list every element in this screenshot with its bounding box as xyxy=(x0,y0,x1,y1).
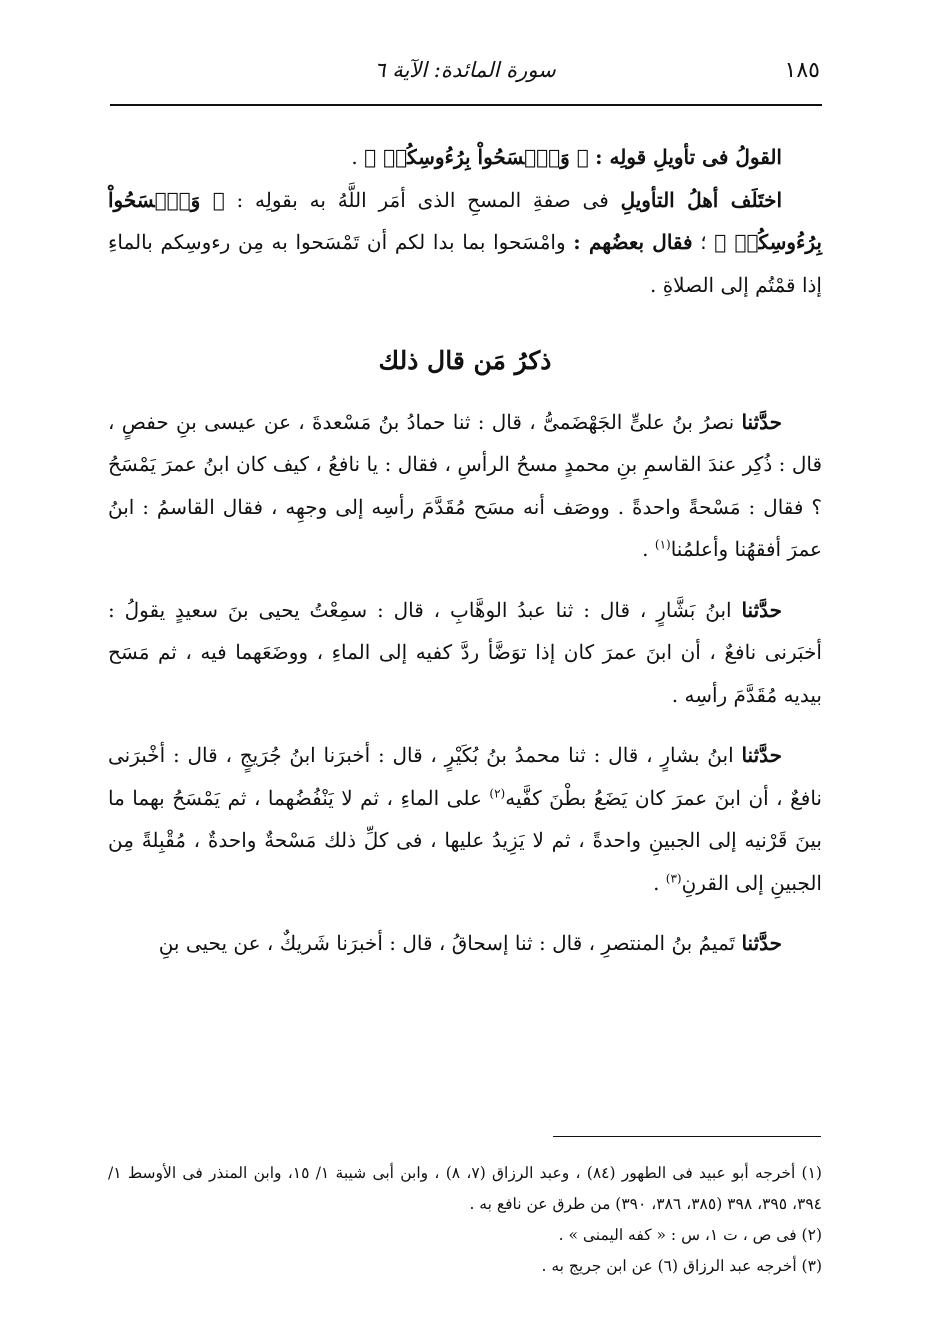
hadith-text: تَميمُ بنُ المنتصرِ ، قال : ثنا إسحاقُ ، قال : أخبرَنا شَريكٌ ، عن يحيى بنِ xyxy=(158,931,736,955)
footnote: (٢) فى ص ، ت ١، س : « كفه اليمنى » . xyxy=(558,1226,822,1244)
running-title: سورة المائدة: الآية ٦ xyxy=(374,58,556,82)
hadith-lead: حدَّثنا xyxy=(741,931,782,955)
hadith-text: ابنُ بشارٍ ، قال : ثنا محمدُ بنُ بُكَيْرٍ ، قال : أخبرَنا ابنُ جُرَيجٍ ، قال : أخْبرَنى نافعٌ ، أن ابنَ عمرَ كان يَضَعُ بطْنَ كفَّيه xyxy=(108,743,822,810)
section-verse: ﴿ وَٱمۡسَحُواْ بِرُءُوسِكُمۡ ﴾ xyxy=(364,145,589,169)
intro-verse: ﴿ وَٱمۡسَحُواْ بِرُءُوسِكُمۡ ﴾ xyxy=(108,187,822,254)
hadith-paragraph xyxy=(108,734,822,904)
intro-text-1: فى صفةِ المسحِ الذى أمَر اللَّهُ به بقولِه : xyxy=(236,187,609,212)
hadith-end: . xyxy=(653,870,666,895)
footnote-ref[interactable]: (٢) xyxy=(489,785,506,800)
hadith-paragraph xyxy=(108,589,822,717)
hadith-text-continued: على الماءِ ، ثم لا يَنْفُضُهما ، ثم يَمْسَحُ بهما ما بينَ قَرْنيه إلى الجبينِ واحدةً ، ثم لا يَزِيدُ عليها ، فى كلِّ ذلك مَسْحةٌ واحدةٌ ، مُقْبِلةً مِن الجبينِ إلى القرنِ xyxy=(108,785,822,895)
intro-bold: فقال بعضُهم : xyxy=(573,230,693,254)
hadith-paragraph xyxy=(108,922,822,965)
footnote-ref[interactable]: (٣) xyxy=(665,870,682,885)
intro-text-2: ؛ xyxy=(700,230,707,254)
main-text xyxy=(108,136,822,965)
section-end: . xyxy=(351,145,358,169)
footnote: (٣) أخرجه عبد الرزاق (٦) عن ابن جريج به . xyxy=(541,1257,822,1275)
section-heading: ذكرُ مَن قال ذلك xyxy=(378,346,552,375)
header-divider xyxy=(110,104,822,106)
hadith-text: ابنُ بَشَّارٍ ، قال : ثنا عبدُ الوهَّابِ ، قال : سمِعْتُ يحيى بنَ سعيدٍ يقولُ : أخبَرنى نافعٌ ، أن ابنَ عمرَ كان إذا توَضَّأ ردَّ كفيه إلى الماءِ ، ووضَعَهما فيه ، ثم مَسَح بيديه مُقَدَّمَ رأسِه . xyxy=(108,597,822,707)
footnote-divider xyxy=(553,1136,821,1137)
footnote: (١) أخرجه أبو عبيد فى الطهور (٨٤) ، وعبد الرزاق (٧، ٨) ، وابن أبى شيبة ١/ ١٥، وابن المنذر فى الأوسط ١/ ٣٩٤، ٣٩٥، ٣٩٨ (٣٨٥، ٣٨٦، ٣٩٠) من طرق عن نافع به . xyxy=(108,1164,822,1213)
intro-text-3: وامْسَحوا بما بدا لكم أن تَمْسَحوا به مِن رءوسِكم بالماءِ إذا قمْتُم إلى الصلاةِ . xyxy=(108,230,822,297)
footnote-ref[interactable]: (١) xyxy=(654,537,671,552)
hadith-end: . xyxy=(642,537,655,561)
footnotes xyxy=(108,1158,822,1282)
hadith-lead: حدَّثنا xyxy=(741,743,782,767)
hadith-text: نصرُ بنُ علىٍّ الجَهْضَمىُّ ، قال : ثنا حمادُ بنُ مَسْعدةَ ، عن عيسى بنِ حفصٍ ، قال : ذُكِر عندَ القاسمِ بنِ محمدٍ مسحُ الرأسِ ، فقال : يا نافعُ ، كيف كان ابنُ عمرَ يَمْسَحُ ؟ فقال : مَسْحةً واحدةً . ووصَف أنه مسَح مُقَدَّمَ رأسِه إلى وجهِه ، فقال القاسمُ : ابنُ عمرَ أفقهُنا وأعلمُنا xyxy=(108,409,822,561)
hadith-paragraph xyxy=(108,401,822,571)
section-title xyxy=(108,136,822,179)
page-number: ١٨٥ xyxy=(784,58,820,83)
running-header xyxy=(110,52,820,92)
intro-lead: اختَلَف أهلُ التأويلِ xyxy=(620,187,783,212)
hadith-lead: حدَّثنا xyxy=(741,597,783,622)
section-lead: القولُ فى تأويلِ قولِه : xyxy=(595,145,782,169)
hadith-lead: حدَّثنا xyxy=(741,409,783,434)
intro-paragraph xyxy=(108,179,822,307)
